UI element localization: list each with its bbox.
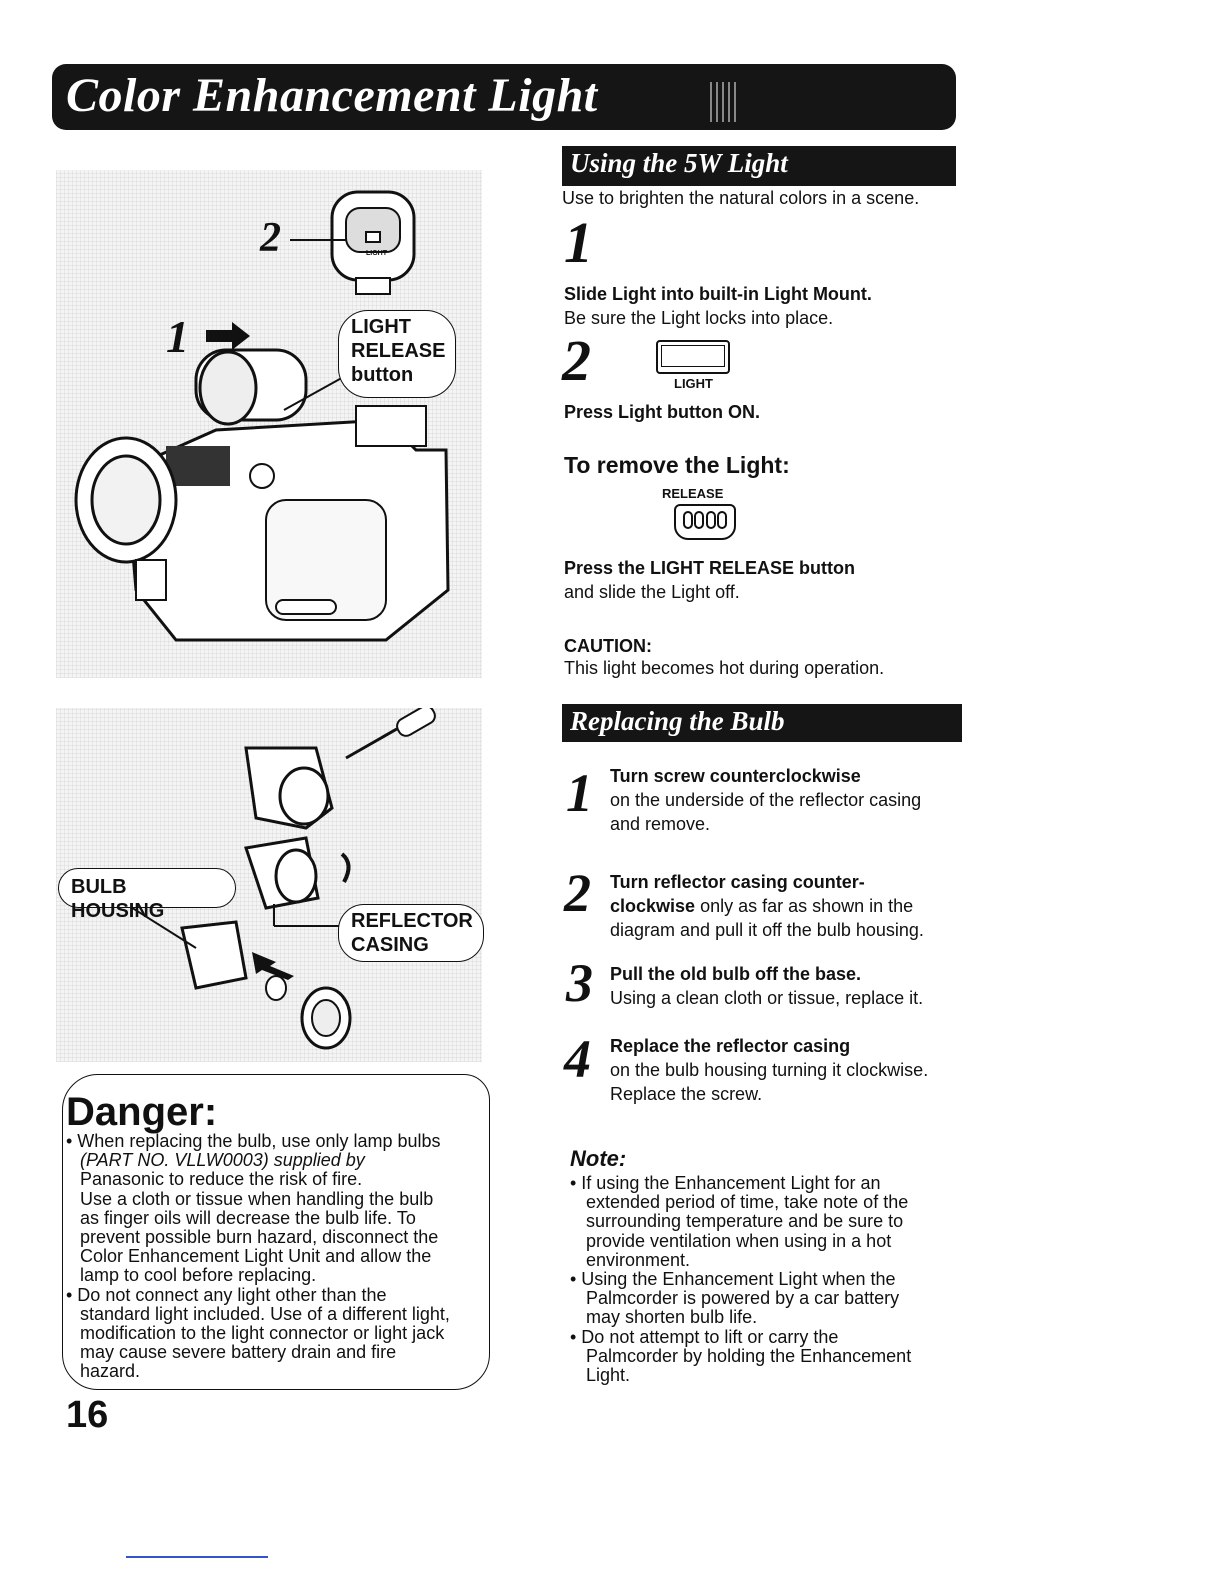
bulb-step-1-line-2: on the underside of the reflector casing xyxy=(610,790,922,810)
callout-line-1: LIGHT xyxy=(351,316,411,338)
bulb-housing-callout: BULB HOUSING xyxy=(58,868,236,908)
caution-title: CAUTION: xyxy=(564,636,652,656)
danger-line: Use a cloth or tissue when handling the bulb xyxy=(80,1188,434,1209)
light-release-callout xyxy=(338,310,456,398)
bulb-step-4-title: Replace the reflector casing xyxy=(610,1036,851,1056)
danger-line: (PART NO. VLLW0003) supplied by xyxy=(80,1150,365,1171)
note-text xyxy=(570,1174,952,1385)
using-step-2-number: 2 xyxy=(562,328,591,393)
callout-line-2: RELEASE xyxy=(351,340,446,362)
danger-line: as finger oils will decrease the bulb life. To xyxy=(80,1207,416,1228)
note-line: • If using the Enhancement Light for an xyxy=(570,1173,881,1193)
bulb-step-3 xyxy=(610,962,960,1010)
light-button-icon xyxy=(656,340,730,374)
bulb-step-2-line-2 xyxy=(610,894,960,918)
remove-step-title: Press the LIGHT RELEASE button xyxy=(564,558,856,578)
light-button-label: LIGHT xyxy=(674,376,713,391)
callout-line-3: button xyxy=(351,364,414,386)
bulb-step-2-line-2-bold: clockwise xyxy=(610,896,696,916)
bulb-step-1-number: 1 xyxy=(566,763,593,823)
note-line: Palmcorder by holding the Enhancement xyxy=(586,1345,912,1366)
bulb-step-4-number: 4 xyxy=(564,1029,591,1089)
danger-line: Color Enhancement Light Unit and allow the xyxy=(80,1246,432,1267)
bulb-step-4 xyxy=(610,1034,966,1106)
bulb-step-2-line-2-rest: only as far as shown in the xyxy=(695,896,914,916)
bulb-step-3-line-2: Using a clean cloth or tissue, replace it. xyxy=(610,988,924,1008)
note-line: Light. xyxy=(586,1365,631,1386)
bulb-step-1-title: Turn screw counterclockwise xyxy=(610,766,861,786)
using-step-1-text: Be sure the Light locks into place. xyxy=(564,308,834,328)
danger-line: modification to the light connector or light jack xyxy=(80,1323,445,1344)
step-marker-1: 1 xyxy=(166,311,189,362)
using-intro: Use to brighten the natural colors in a scene. xyxy=(562,188,920,208)
bulb-illustration xyxy=(56,708,482,1062)
release-button-icon xyxy=(674,504,736,540)
note-line: Palmcorder is powered by a car battery xyxy=(586,1288,900,1309)
note-title: Note: xyxy=(570,1146,627,1171)
note-line: • Do not attempt to lift or carry the xyxy=(570,1326,839,1347)
section-heading-bulb: Replacing the Bulb xyxy=(562,704,962,742)
bulb-step-2-number: 2 xyxy=(564,863,591,923)
danger-line: standard light included. Use of a different light, xyxy=(80,1303,450,1324)
bulb-step-3-title: Pull the old bulb off the base. xyxy=(610,964,861,984)
using-step-1-number: 1 xyxy=(564,210,593,275)
note-line: surrounding temperature and be sure to xyxy=(586,1211,904,1232)
reflector-line-2: CASING xyxy=(351,934,429,956)
note-line: extended period of time, take note of the xyxy=(586,1192,909,1213)
bulb-step-1-line-3: and remove. xyxy=(610,814,711,834)
danger-line: hazard. xyxy=(80,1361,141,1382)
using-step-2-title: Press Light button ON. xyxy=(564,402,760,422)
danger-line: lamp to cool before replacing. xyxy=(80,1265,317,1286)
page-number: 16 xyxy=(66,1394,109,1436)
note-line: environment. xyxy=(586,1249,691,1270)
danger-line: may cause severe battery drain and fire xyxy=(80,1342,397,1363)
danger-line: • Do not connect any light other than the xyxy=(66,1284,387,1305)
bulb-step-2-line-3: diagram and pull it off the bulb housing. xyxy=(610,920,924,940)
reflector-line-1: REFLECTOR xyxy=(351,910,473,932)
danger-text xyxy=(66,1132,486,1382)
remove-heading: To remove the Light: xyxy=(564,452,790,478)
using-step-1-title: Slide Light into built-in Light Mount. xyxy=(564,284,872,304)
step-marker-2: 2 xyxy=(260,215,281,261)
note-line: provide ventilation when using in a hot xyxy=(586,1230,892,1251)
bulb-step-3-number: 3 xyxy=(566,953,593,1013)
release-button-ridges xyxy=(678,506,732,534)
camcorder-illustration xyxy=(56,170,482,678)
page-title: Color Enhancement Light xyxy=(66,69,598,122)
bulb-step-4-line-2: on the bulb housing turning it clockwise. xyxy=(610,1060,929,1080)
danger-line: prevent possible burn hazard, disconnect the xyxy=(80,1227,439,1248)
note-line: may shorten bulb life. xyxy=(586,1307,758,1328)
note-line: • Using the Enhancement Light when the xyxy=(570,1269,896,1290)
bulb-step-4-line-3: Replace the screw. xyxy=(610,1084,763,1104)
remove-step-text: and slide the Light off. xyxy=(564,582,740,602)
release-label: RELEASE xyxy=(662,486,724,501)
danger-title: Danger: xyxy=(66,1090,218,1134)
footer-line xyxy=(126,1556,268,1558)
bulb-step-2-title: Turn reflector casing counter- xyxy=(610,872,865,892)
banner-stripes xyxy=(710,82,738,122)
section-heading-using: Using the 5W Light xyxy=(562,146,956,186)
light-mini-label: LIGHT xyxy=(366,250,387,257)
bulb-step-2 xyxy=(610,870,960,942)
danger-line: Panasonic to reduce the risk of fire. xyxy=(80,1169,363,1190)
bulb-step-1 xyxy=(610,764,960,836)
danger-line: • When replacing the bulb, use only lamp bulbs xyxy=(66,1131,441,1151)
reflector-casing-callout xyxy=(338,904,484,962)
caution-text: This light becomes hot during operation. xyxy=(564,658,885,678)
